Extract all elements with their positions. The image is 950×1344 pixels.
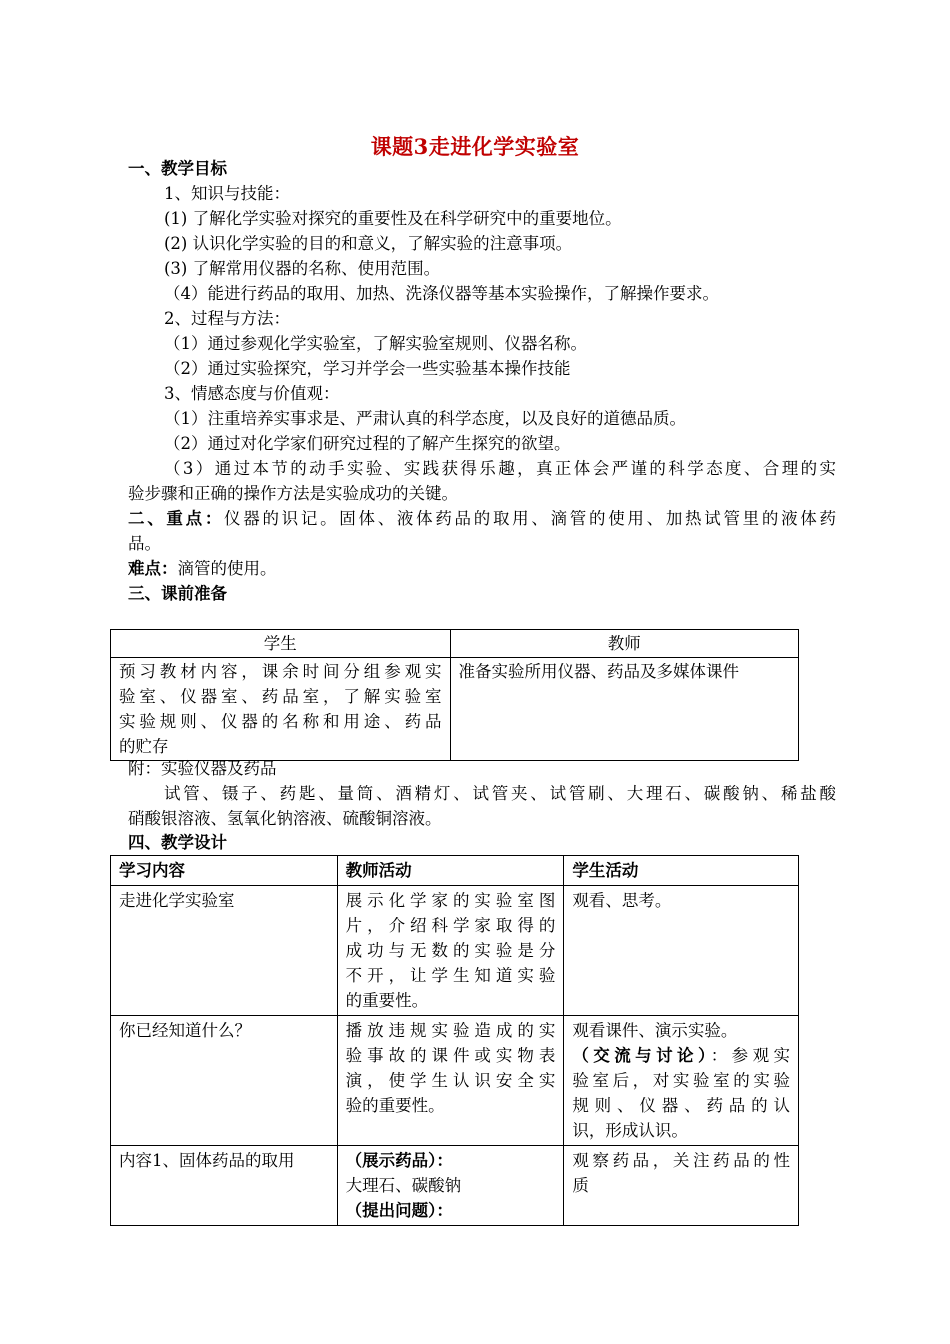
cell-line: 演，使学生认识安全实 bbox=[345, 1071, 556, 1090]
table-row bbox=[111, 886, 799, 1016]
cell-line: 规则、仪器、药品的认 bbox=[572, 1096, 790, 1115]
key-points-text: 仪器的识记。固体、液体药品的取用、滴管的使用、加热试管里的液体药 bbox=[224, 509, 837, 528]
student-activity-cell bbox=[564, 886, 799, 1016]
cell-line: 验室后，对实验室的实验 bbox=[572, 1071, 790, 1090]
cell-line: 成功与无数的实验是分 bbox=[345, 941, 556, 960]
cell-line: 的贮存 bbox=[119, 737, 169, 756]
teacher-activity-cell bbox=[337, 886, 564, 1016]
cell-line: 验事故的课件或实物表 bbox=[345, 1046, 556, 1065]
cell-line: 观察药品，关注药品的性 bbox=[572, 1151, 790, 1170]
design-table bbox=[110, 855, 799, 1226]
student-activity-cell bbox=[564, 1146, 799, 1226]
content-cell: 你已经知道什么？ bbox=[111, 1016, 338, 1146]
header-content: 学习内容 bbox=[111, 856, 338, 886]
preparation-table bbox=[110, 629, 799, 761]
cell-line: 片，介绍科学家取得的 bbox=[345, 916, 556, 935]
table-row bbox=[111, 1146, 799, 1226]
objective-item: （4）能进行药品的取用、加热、洗涤仪器等基本实验操作，了解操作要求。 bbox=[164, 284, 719, 303]
objective-item: (2) 认识化学实验的目的和意义，了解实验的注意事项。 bbox=[164, 234, 573, 253]
teacher-preparation: 准备实验所用仪器、药品及多媒体课件 bbox=[450, 658, 799, 761]
student-activity-cell bbox=[564, 1016, 799, 1146]
cell-line: 观看、思考。 bbox=[572, 891, 672, 910]
exchange-discussion-label: （交流与讨论） bbox=[572, 1046, 711, 1065]
raise-question-label: （提出问题）： bbox=[345, 1201, 453, 1220]
objective-item: （2）通过实验探究，学习并学会一些实验基本操作技能 bbox=[164, 359, 571, 378]
table-header-row bbox=[111, 630, 799, 658]
objective-item-continued: 验步骤和正确的操作方法是实验成功的关键。 bbox=[128, 484, 458, 503]
appendix-label: 附：实验仪器及药品 bbox=[128, 759, 277, 778]
cell-line: 验室、仪器室、药品室，了解实验室 bbox=[119, 687, 442, 706]
appendix-line: 试管、镊子、药匙、量筒、酒精灯、试管夹、试管刷、大理石、碳酸钠、稀盐酸 bbox=[164, 784, 836, 803]
header-student: 学生 bbox=[111, 630, 451, 658]
cell-line: 实验规则、仪器的名称和用途、药品 bbox=[119, 712, 442, 731]
content-cell: 内容1、固体药品的取用 bbox=[111, 1146, 338, 1226]
cell-line: 不开，让学生知道实验 bbox=[345, 966, 556, 985]
difficulty bbox=[128, 557, 277, 581]
objective-item: (3) 了解常用仪器的名称、使用范围。 bbox=[164, 259, 441, 278]
key-points-continued: 品。 bbox=[128, 534, 161, 553]
cell-line: 质 bbox=[572, 1176, 589, 1195]
show-drugs-label: （展示药品）： bbox=[345, 1151, 453, 1170]
cell-line: 识，形成认识。 bbox=[572, 1121, 688, 1140]
objective-item: （1）通过参观化学实验室，了解实验室规则、仪器名称。 bbox=[164, 334, 587, 353]
teacher-activity-cell bbox=[337, 1146, 564, 1226]
difficulty-text: 滴管的使用。 bbox=[177, 559, 277, 578]
student-preparation bbox=[111, 658, 451, 761]
cell-line: 验的重要性。 bbox=[345, 1096, 445, 1115]
cell-line: 观看课件、演示实验。 bbox=[572, 1021, 738, 1040]
cell-line: 大理石、碳酸钠 bbox=[345, 1176, 462, 1195]
appendix-line: 硝酸银溶液、氢氧化钠溶液、硫酸铜溶液。 bbox=[128, 809, 442, 828]
subheading-process: 2、过程与方法： bbox=[164, 309, 290, 328]
page-title: 课题3走进化学实验室 bbox=[370, 134, 580, 159]
header-teacher-activity: 教师活动 bbox=[337, 856, 564, 886]
subheading-attitude: 3、情感态度与价值观： bbox=[164, 384, 340, 403]
key-points bbox=[128, 507, 836, 531]
cell-text: ：参观实 bbox=[710, 1046, 791, 1065]
cell-line: 的重要性。 bbox=[345, 991, 429, 1010]
objective-item: （1）注重培养实事求是、严肃认真的科学态度，以及良好的道德品质。 bbox=[164, 409, 686, 428]
section-heading-preparation: 三、课前准备 bbox=[128, 584, 227, 603]
teacher-activity-cell bbox=[337, 1016, 564, 1146]
difficulty-label: 难点： bbox=[128, 559, 178, 578]
table-header-row bbox=[111, 856, 799, 886]
cell-line bbox=[572, 1043, 790, 1068]
cell-line: 展示化学家的实验室图 bbox=[345, 891, 556, 910]
header-student-activity: 学生活动 bbox=[564, 856, 799, 886]
objective-item: （3）通过本节的动手实验、实践获得乐趣，真正体会严谨的科学态度、合理的实 bbox=[164, 459, 836, 478]
cell-line: 预习教材内容，课余时间分组参观实 bbox=[119, 662, 442, 681]
objective-item: (1) 了解化学实验对探究的重要性及在科学研究中的重要地位。 bbox=[164, 209, 622, 228]
table-row bbox=[111, 658, 799, 761]
table-row bbox=[111, 1016, 799, 1146]
subheading-knowledge: 1、知识与技能： bbox=[164, 184, 290, 203]
content-cell: 走进化学实验室 bbox=[111, 886, 338, 1016]
header-teacher: 教师 bbox=[450, 630, 799, 658]
key-points-label: 二、重点： bbox=[128, 509, 225, 528]
cell-line: 播放违规实验造成的实 bbox=[345, 1021, 556, 1040]
objective-item: （2）通过对化学家们研究过程的了解产生探究的欲望。 bbox=[164, 434, 571, 453]
section-heading-design: 四、教学设计 bbox=[128, 833, 227, 852]
section-heading-objectives: 一、教学目标 bbox=[128, 159, 227, 178]
